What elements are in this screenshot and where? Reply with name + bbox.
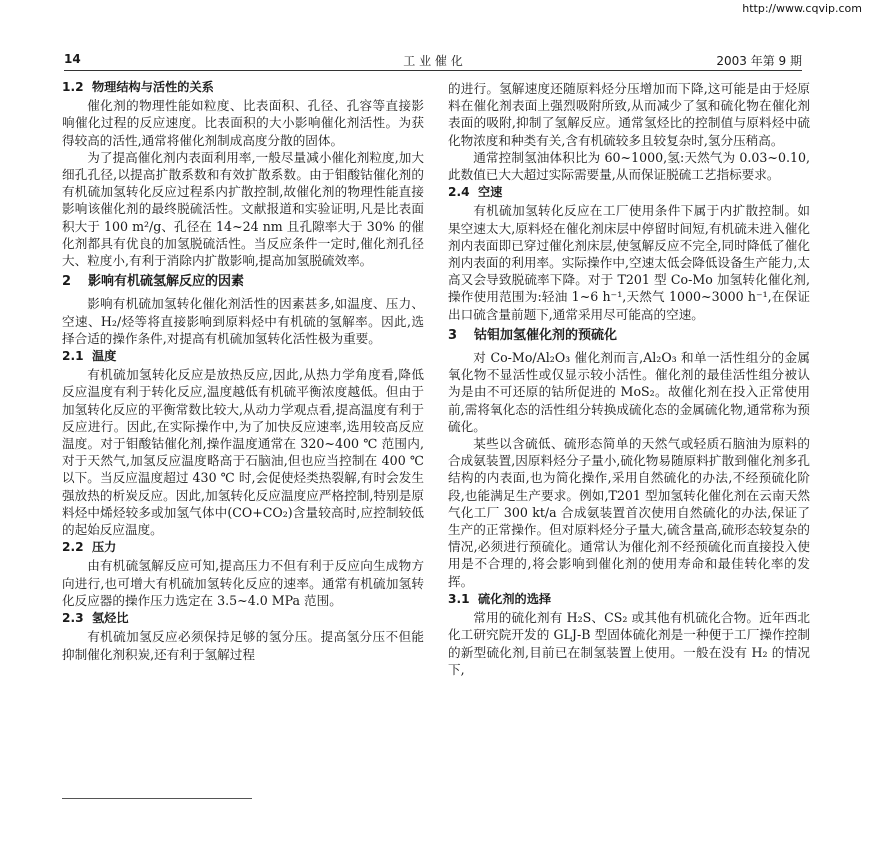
section-title: 影响有机硫氢解反应的因素 bbox=[88, 274, 245, 290]
section-heading bbox=[62, 273, 424, 290]
section-title: 钴钼加氢催化剂的预硫化 bbox=[474, 327, 618, 343]
body-paragraph: 对 Co-Mo/Al₂O₃ 催化剂而言,Al₂O₃ 和单一活性组分的金属氧化物不显活性或仅显示较小活性。催化剂的最佳活性组分被认为是由不可还原的钴所促进的 MoS₂。故催化剂在投入正常使用前,需将氧化态的活性组分转换成硫化态的金属硫化物,通常称为预硫化。 bbox=[448, 350, 810, 434]
section-title: 硫化剂的选择 bbox=[478, 591, 552, 606]
section-number: 2 bbox=[62, 274, 72, 290]
body-paragraph: 的进行。氢解速度还随原料烃分压增加而下降,这可能是由于烃原料在催化剂表面上强烈吸附所致,从而减少了氢和硫化物在催化剂表面的吸附,抑制了氢解反应。通常氢烃比的控制值与原料烃中硫化物浓度和种类有关,含有机硫较多且较复杂时,氢分压稍高。 bbox=[448, 81, 810, 148]
body-paragraph: 有机硫加氢转化反应在工厂使用条件下属于内扩散控制。如果空速太大,原料烃在催化剂床层中停留时间短,有机硫未进入催化剂内表面即已穿过催化剂床层,使氢解反应不完全,同时降低了催化剂内表面的利用率。实际操作中,空速太低会降低设备生产能力,太高又会导致脱硫率下降。对于 T201 型 Co-Mo 加氢转化催化剂,操作使用范围为:轻油 1~6 h⁻¹,天然气 1000~3000 h⁻¹,在保证出口硫含量前题下,通常采用尽可能高的空速。 bbox=[448, 203, 810, 322]
section-heading bbox=[448, 591, 810, 608]
section-number: 3 bbox=[448, 327, 458, 343]
section-number: 1.2 bbox=[62, 80, 84, 94]
body-paragraph: 某些以含硫低、硫形态简单的天然气或轻质石脑油为原料的合成氨装置,因原料烃分子量小,硫化物易随原料扩散到催化剂多孔结构的内表面,也为简化操作,采用自然硫化的办法,不经预硫化阶段,也能满足生产要求。例如,T201 型加氢转化催化剂在云南天然气化工厂 300 kt/a 合成氨装置首次使用自然硫化的办法,保证了生产的正常操作。但对原料烃分子量大,硫含量高,硫形态较复杂的情况,必须进行预硫化。通常认为催化剂不经预硫化而直接投入使用是不合理的,将会影响到催化剂的使用寿命和最佳转化率的发挥。 bbox=[448, 436, 810, 589]
body-paragraph: 催化剂的物理性能如粒度、比表面积、孔径、孔容等直接影响催化过程的反应速度。比表面积的大小影响催化剂活性。为获得较高的活性,通常将催化剂制成高度分散的固体。 bbox=[62, 98, 424, 148]
left-column bbox=[62, 78, 424, 663]
body-paragraph: 有机硫加氢反应必须保持足够的氢分压。提高氢分压不但能抑制催化剂积炭,还有利于氢解过程 bbox=[62, 629, 424, 662]
section-title: 温度 bbox=[92, 349, 117, 364]
section-number: 2.3 bbox=[62, 611, 84, 626]
journal-title: 工 业 催 化 bbox=[403, 54, 463, 68]
body-paragraph: 为了提高催化剂内表面利用率,一般尽量减小催化剂粒度,加大细孔孔径,以提高扩散系数和有效扩散系数。由于钼酸钴催化剂的有机硫加氢转化反应过程系内扩散控制,故催化剂的物理性能直接影响该催化剂的最终脱硫活性。文献报道和实验证明,凡是比表面积大于 100 m²/g、孔径在 14~24 nm 且孔隙率大于 30% 的催化剂都具有优良的加氢脱硫活性。当反应条件一定时,催化剂孔径大、粒度小,有利于消除内扩散影响,提高加氢脱硫效率。 bbox=[62, 149, 424, 269]
issue-label: 2003 年第 9 期 bbox=[716, 54, 802, 68]
section-heading bbox=[448, 327, 810, 344]
section-title: 空速 bbox=[478, 185, 503, 200]
body-paragraph: 由有机硫氢解反应可知,提高压力不但有利于反应向生成物方向进行,也可增大有机硫加氢转化反应的速率。通常有机硫加氢转化反应器的操作压力选定在 3.5~4.0 MPa 范围。 bbox=[62, 558, 424, 608]
section-heading bbox=[62, 539, 424, 556]
running-header bbox=[64, 52, 802, 70]
section-heading bbox=[62, 348, 424, 365]
body-paragraph: 影响有机硫加氢转化催化剂活性的因素甚多,如温度、压力、空速、H₂/烃等将直接影响到原料烃中有机硫的氢解率。因此,选择合适的操作条件,对提高有机硫加氢转化活性极为重要。 bbox=[62, 296, 424, 346]
section-number: 3.1 bbox=[448, 591, 470, 606]
section-number: 2.1 bbox=[62, 349, 84, 364]
page-number: 14 bbox=[64, 52, 81, 66]
right-column bbox=[448, 80, 810, 678]
section-title: 压力 bbox=[92, 540, 117, 555]
section-heading bbox=[62, 610, 424, 627]
section-title: 物理结构与活性的关系 bbox=[92, 80, 214, 94]
body-paragraph: 有机硫加氢转化反应是放热反应,因此,从热力学角度看,降低反应温度有利于转化反应,温度越低有机硫平衡浓度越低。但由于加氢转化反应的平衡常数比较大,从动力学观点看,提高温度有利于反应进行。因此,在实际操作中,为了加快反应速率,选用较高反应温度。对于钼酸钴催化剂,操作温度通常在 320~400 ℃ 范围内,对于天然气,加氢反应温度略高于石脑油,但也应当控制在 400 ℃ 以下。当反应温度超过 430 ℃ 时,会促使烃类热裂解,有时会发生强放热的析炭反应。因此,加氢转化反应温度应严格控制,特别是原料烃中烯烃较多或加氢气体中(CO+CO₂)含量较高时,应控制较低的起始反应温度。 bbox=[62, 367, 424, 538]
section-heading bbox=[448, 184, 810, 201]
body-paragraph: 通常控制氢油体积比为 60~1000,氢:天然气为 0.03~0.10,此数值已大大超过实际需要量,从而保证脱硫工艺指标要求。 bbox=[448, 149, 810, 183]
section-number: 2.2 bbox=[62, 540, 84, 555]
body-paragraph: 常用的硫化剂有 H₂S、CS₂ 或其他有机硫化合物。近年西北化工研究院开发的 GLJ-B 型固体硫化剂是一种便于工厂操作控制的新型硫化剂,目前已在制氢装置上使用。一般在没有 H₂ 的情况下, bbox=[448, 610, 810, 677]
section-title: 氢烃比 bbox=[92, 611, 129, 626]
watermark-url: http://www.cqvip.com bbox=[742, 2, 862, 15]
section-heading bbox=[62, 79, 424, 96]
section-number: 2.4 bbox=[448, 185, 470, 200]
header-rule bbox=[64, 70, 802, 71]
footnote-rule bbox=[62, 798, 252, 799]
